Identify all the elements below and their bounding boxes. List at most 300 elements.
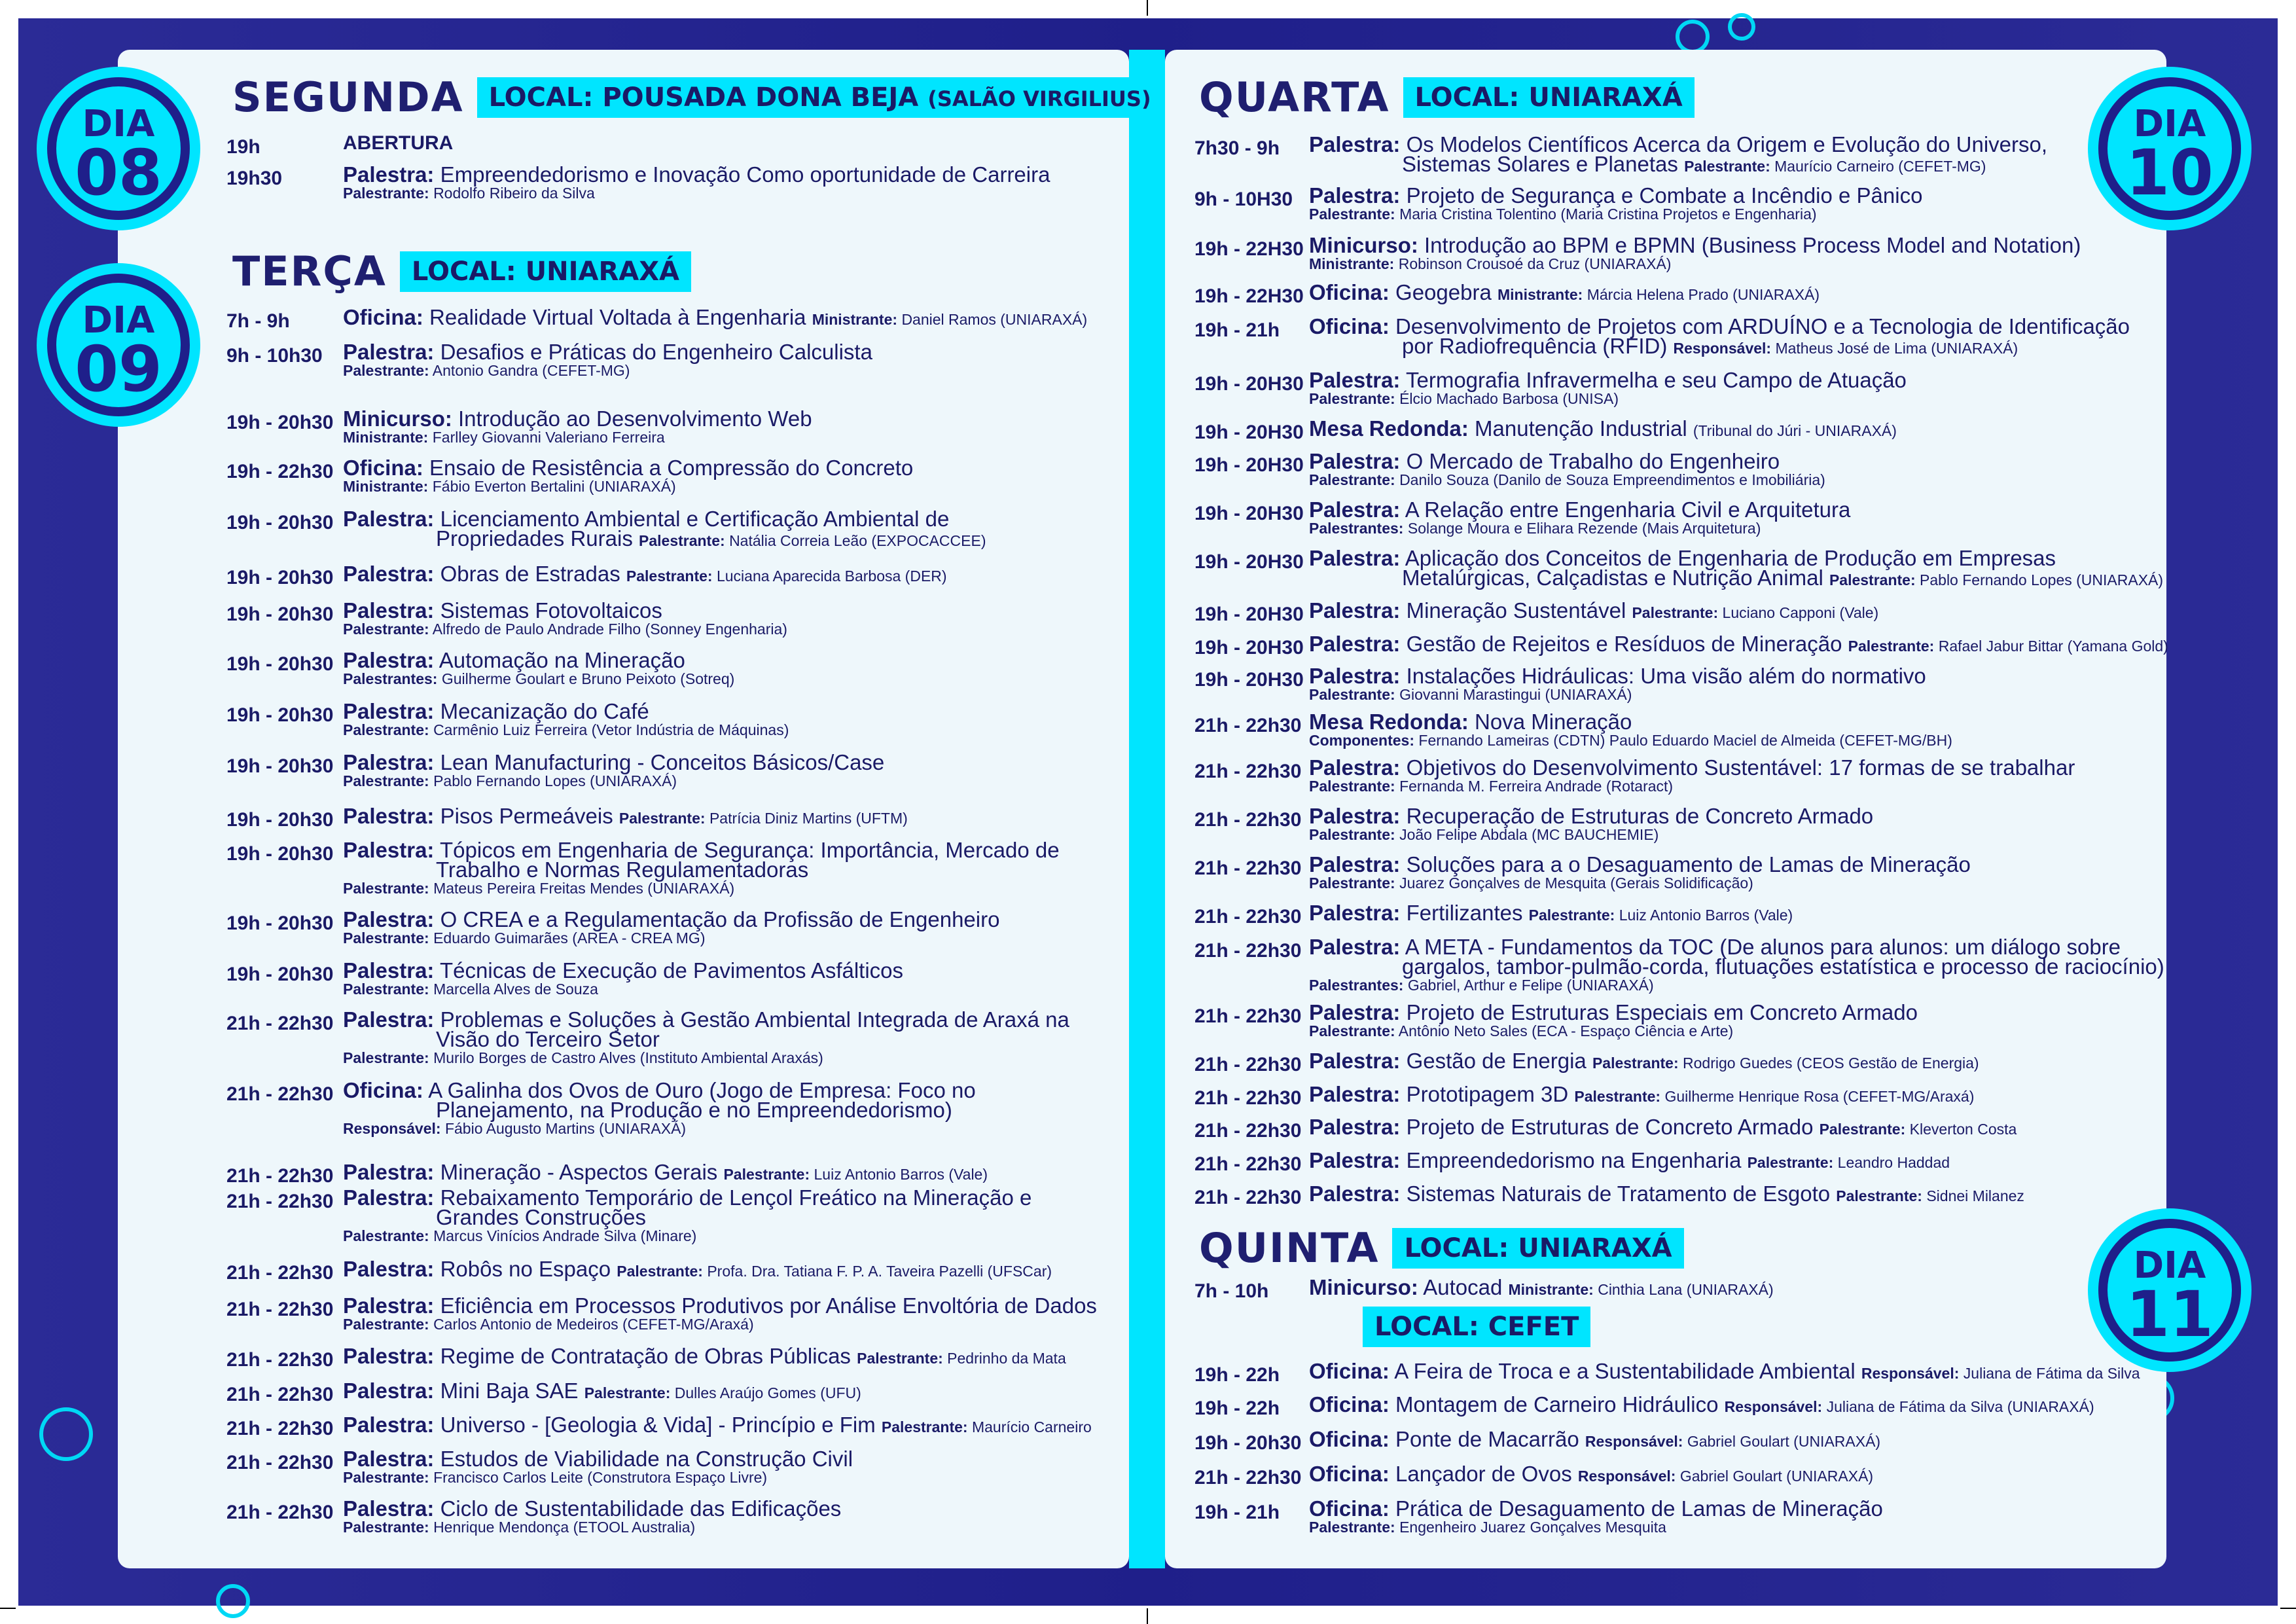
speaker-label: Palestrante: [343,880,429,897]
event-title: Projeto de Segurança e Combate a Incêndio e Pânico [1406,183,1923,208]
event-type: Palestra: [343,1344,435,1368]
speaker-name: Pedrinho da Mata [947,1350,1066,1367]
event-title: Fertilizantes [1406,901,1523,925]
speaker-label: Palestrante: [617,1263,703,1280]
speaker-name: Marcella Alves de Souza [433,981,598,998]
event-time: 19h - 20H30 [1194,637,1304,659]
event-title: O Mercado de Trabalho do Engenheiro [1406,449,1780,473]
speaker-label: Palestrante: [881,1418,968,1435]
day-badge-number: 11 [2126,1278,2214,1351]
quarta-header [1199,73,1695,121]
event-type: Palestra: [1309,1148,1401,1172]
event-title: Prototipagem 3D [1406,1082,1569,1106]
location-badge: LOCAL: UNIARAXÁ [1392,1228,1683,1269]
decor-circuit-ring [1676,20,1710,54]
speaker-name: João Felipe Abdala (MC BAUCHEMIE) [1399,826,1659,843]
event-type: Palestra: [343,507,435,531]
event-type: Oficina: [1309,314,1390,338]
event-type: Palestra: [343,562,435,586]
day-name: TERÇA [232,247,387,295]
event-title-cont: Grandes Construções [436,1205,646,1229]
event-title: Manutenção Industrial [1475,416,1687,441]
speaker-label: Palestrante: [1309,471,1395,488]
event-type: Palestra: [343,1447,435,1471]
speaker-label: Palestrante: [1528,907,1615,924]
event-title: A Feira de Troca e a Sustentabilidade Ambiental [1394,1359,1856,1383]
event-title: Pisos Permeáveis [440,804,613,828]
day-name: QUARTA [1199,73,1390,121]
event-time: 19h - 21h [1194,319,1280,341]
event-title: Aplicação dos Conceitos de Engenharia de Produção em Empresas [1405,546,2056,570]
event-time: 19h - 20h30 [226,912,334,934]
speaker-label: Palestrante: [1309,875,1395,892]
speaker-label: Responsável: [1585,1433,1683,1450]
day-badge-08 [47,77,190,220]
quinta-header-cefet [1363,1307,1590,1347]
event-title: Empreendedorismo na Engenharia [1406,1148,1742,1172]
speaker-name: Mateus Pereira Freitas Mendes (UNIARAXÁ) [433,880,735,897]
decor-circuit-ring [1728,13,1755,41]
event-time: 21h - 22h30 [226,1299,334,1320]
event-time: 19h - 20h30 [226,567,334,588]
speaker-label: Palestrante: [723,1166,810,1183]
event-title: Realidade Virtual Voltada à Engenharia [429,305,806,329]
event-type: Palestra: [1309,935,1401,959]
speaker-label: Ministrante: [343,429,429,446]
event-time: 21h - 22h30 [226,1502,334,1523]
speaker-name: Rodolfo Ribeiro da Silva [433,185,595,202]
terca-header [232,247,691,295]
speaker-name: Marcus Vinícios Andrade Silva (Minare) [433,1227,697,1244]
speaker-label: Palestrante: [343,185,429,202]
quinta-header [1199,1224,1684,1272]
event-time: 21h - 22h30 [1194,761,1302,782]
event-type: Oficina: [1309,1462,1390,1486]
event-time: 21h - 22h30 [226,1349,334,1371]
event-time: 19h - 20h30 [226,512,334,533]
event-time: 19h - 20h30 [226,604,334,625]
event-time: 19h - 20H30 [1194,422,1304,443]
event-time: 19h - 20h30 [226,809,334,831]
location-badge: LOCAL: UNIARAXÁ [1403,77,1695,118]
speaker-name: Luiz Antonio Barros (Vale) [814,1166,988,1183]
event-title: Desenvolvimento de Projetos com ARDUÍNO e a Tecnologia de Identificação [1395,314,2130,338]
speaker-label: Palestrante: [1309,1022,1395,1039]
speaker-label: Palestrante: [343,1519,429,1536]
event-time: 19h - 20h30 [226,843,334,865]
event-type: ABERTURA [343,132,454,154]
speaker-label: Palestrante: [343,929,429,947]
day-badge-09 [47,274,190,416]
day-name: SEGUNDA [232,73,464,121]
event-time: 21h - 22h30 [226,1384,334,1405]
event-type: Palestra: [343,648,435,672]
event-title: Os Modelos Científicos Acerca da Origem e Evolução do Universo, [1406,132,2048,156]
event-title: Obras de Estradas [440,562,620,586]
event-type: Palestra: [1309,368,1401,392]
day-name: QUINTA [1199,1224,1380,1272]
center-spine [1129,50,1165,1568]
speaker-label: Palestrante: [343,1469,429,1486]
event-title: Montagem de Carneiro Hidráulico [1395,1392,1719,1416]
event-title: Nova Mineração [1475,710,1632,734]
event-time: 21h - 22h30 [1194,1005,1302,1027]
event-type: Oficina: [1309,1392,1390,1416]
event-type: Palestra: [1309,449,1401,473]
event-time: 21h - 22h30 [1194,1187,1302,1208]
speaker-label: Ministrante: [343,478,429,495]
event-time: 21h - 22h30 [1194,1153,1302,1175]
speaker-label: Palestrante: [619,810,706,827]
event-time: 19h - 22h [1194,1398,1280,1419]
speaker-name: Fábio Augusto Martins (UNIARAXÁ) [444,1120,687,1137]
speaker-label: Palestrante: [343,1316,429,1333]
event-time: 9h - 10H30 [1194,189,1293,210]
event-time: 21h - 22h30 [226,1418,334,1439]
event-title: Lean Manufacturing - Conceitos Básicos/Case [440,750,885,774]
event-time: 21h - 22h30 [1194,809,1302,831]
event-type: Palestra: [343,1379,435,1403]
location-subtext: (SALÃO VIRGILIUS) [927,86,1151,111]
event-time: 19h - 21h [1194,1502,1280,1523]
speaker-name: Luciana Aparecida Barbosa (DER) [716,568,947,585]
event-title: A Relação entre Engenharia Civil e Arquitetura [1405,497,1851,522]
event-type: Oficina: [1309,1427,1390,1451]
event-title: Ciclo de Sustentabilidade das Edificações [440,1496,842,1521]
event-type: Oficina: [343,305,423,329]
speaker-label: Palestrante: [1684,158,1770,175]
day-badge-label: DIA [2133,103,2206,145]
event-time: 19h - 20H30 [1194,551,1304,573]
event-type: Palestra: [343,598,435,623]
event-time: 21h - 22h30 [226,1262,334,1284]
event-title: Automação na Mineração [439,648,685,672]
speaker-name: Antonio Gandra (CEFET-MG) [432,362,630,379]
event-time: 19h30 [226,168,283,189]
event-title: Autocad [1423,1275,1503,1299]
event-time: 7h30 - 9h [1194,137,1280,159]
speaker-label: Palestrante: [1309,1519,1395,1536]
event-time: 21h - 22h30 [1194,1054,1302,1075]
day-badge-label: DIA [2133,1244,2206,1287]
event-type: Minicurso: [1309,233,1418,257]
speaker-name: Juarez Gonçalves de Mesquita (Gerais Solidificação) [1399,875,1753,892]
speaker-label: Palestrante: [1574,1088,1661,1105]
event-time: 21h - 22h30 [1194,940,1302,962]
event-time: 19h - 22H30 [1194,285,1304,307]
speaker-name: Patrícia Diniz Martins (UFTM) [709,810,908,827]
event-time: 21h - 22h30 [1194,857,1302,879]
event-title: Licenciamento Ambiental e Certificação Ambiental de [440,507,950,531]
event-time: 19h - 20h30 [226,755,334,777]
speaker-label: Ministrante: [812,311,898,328]
event-title: Eficiência em Processos Produtivos por Análise Envoltória de Dados [440,1293,1097,1318]
event-type: Palestra: [1309,1000,1401,1024]
speaker-label: Palestrante: [343,362,429,379]
speaker-name: Solange Moura e Elihara Rezende (Mais Arquitetura) [1407,520,1761,537]
event-title: Geogebra [1395,280,1492,304]
crop-mark [1147,0,1148,16]
speaker-label: Palestrantes: [343,670,438,687]
event-time: 19h - 22h [1194,1364,1280,1386]
event-time: 19h - 22H30 [1194,238,1304,260]
speaker-label: Palestrante: [343,772,429,789]
event-type: Palestra: [1309,852,1401,876]
day-badge-number: 08 [75,136,162,209]
event-title: Universo - [Geologia & Vida] - Princípio e Fim [440,1413,876,1437]
event-type: Palestra: [343,1293,435,1318]
speaker-label: Palestrante: [584,1384,671,1401]
event-type: Minicurso: [1309,1275,1418,1299]
event-type: Palestra: [343,907,435,931]
event-type: Oficina: [343,456,423,480]
event-title: Sistemas Naturais de Tratamento de Esgoto [1406,1182,1831,1206]
speaker-name: Luciano Capponi (Vale) [1722,604,1879,621]
speaker-name: Murilo Borges de Castro Alves (Instituto Ambiental Araxás) [433,1049,823,1066]
speaker-label: Palestrante: [639,532,725,549]
event-time: 21h - 22h30 [1194,906,1302,928]
speaker-label: Palestrante: [857,1350,943,1367]
event-time: 21h - 22h30 [226,1083,334,1105]
speaker-name: Matheus José de Lima (UNIARAXÁ) [1775,340,2018,357]
event-time: 19h - 20H30 [1194,604,1304,625]
event-type: Palestra: [1309,632,1401,656]
day-badge-label: DIA [82,299,155,342]
event-time: 19h - 20h30 [226,653,334,675]
event-type: Palestra: [1309,1049,1401,1073]
speaker-name: Maria Cristina Tolentino (Maria Cristina Projetos e Engenharia) [1399,206,1817,223]
day-badge-label: DIA [82,103,155,145]
event-time: 9h - 10h30 [226,345,323,367]
event-title-cont: Metalúrgicas, Calçadistas e Nutrição Animal [1402,566,1823,590]
day-badge-number: 09 [75,333,162,406]
event-time: 21h - 22h30 [226,1452,334,1473]
event-time: 21h - 22h30 [1194,1467,1302,1489]
speaker-name: Fernando Lameiras (CDTN) Paulo Eduardo Maciel de Almeida (CEFET-MG/BH) [1418,732,1952,749]
speaker-name: Márcia Helena Prado (UNIARAXÁ) [1587,286,1820,303]
event-time: 21h - 22h30 [1194,1120,1302,1142]
speaker-name: Danilo Souza (Danilo de Souza Empreendimentos e Imobiliária) [1399,471,1825,488]
decor-circuit-ring [39,1407,93,1461]
speaker-name: Juliana de Fátima da Silva (UNIARAXÁ) [1826,1398,2094,1415]
speaker-name: Gabriel, Arthur e Felipe (UNIARAXÁ) [1407,977,1654,994]
event-time: 19h - 20h30 [1194,1432,1302,1454]
speaker-label: Palestrante: [343,621,429,638]
speaker-name: Henrique Mendonça (ETOOL Australia) [433,1519,696,1536]
speaker-name: Fernanda M. Ferreira Andrade (Rotaract) [1399,778,1674,795]
speaker-name: Dulles Araújo Gomes (UFU) [674,1384,861,1401]
crop-mark [1147,1608,1148,1624]
speaker-label: Palestrante: [343,721,429,738]
event-title: Empreendedorismo e Inovação Como oportunidade de Carreira [440,162,1050,187]
event-type: Palestra: [1309,183,1401,208]
event-time: 19h - 20h30 [226,412,334,433]
speaker-name: Farlley Giovanni Valeriano Ferreira [432,429,665,446]
event-title: Problemas e Soluções à Gestão Ambiental Integrada de Araxá na [440,1007,1069,1032]
event-time: 19h - 20H30 [1194,373,1304,395]
event-title: Técnicas de Execução de Pavimentos Asfálticos [440,958,904,983]
speaker-name: Fábio Everton Bertalini (UNIARAXÁ) [432,478,676,495]
speaker-name: Rodrigo Guedes (CEOS Gestão de Energia) [1683,1055,1979,1072]
event-type: Palestra: [343,1160,435,1184]
day-badge-11 [2098,1219,2241,1362]
event-title-cont: por Radiofrequência (RFID) [1402,334,1668,358]
location-badge [477,77,1163,118]
speaker-label: Palestrante: [1829,571,1916,588]
speaker-label: Palestrante: [1309,390,1395,407]
speaker-name: Engenheiro Juarez Gonçalves Mesquita [1399,1519,1666,1536]
speaker-name: Daniel Ramos (UNIARAXÁ) [901,311,1088,328]
speaker-label: Palestrante: [343,1227,429,1244]
speaker-label: Palestrante: [626,568,713,585]
event-time: 21h - 22h30 [226,1013,334,1034]
segunda-header [232,73,1163,121]
speaker-label: Componentes: [1309,732,1414,749]
event-type: Palestra: [1309,755,1401,780]
event-type: Palestra: [343,1413,435,1437]
event-time: 21h - 22h30 [1194,1087,1302,1109]
event-title: Ensaio de Resistência a Compressão do Concreto [429,456,914,480]
event-type: Palestra: [343,1185,435,1210]
speaker-name: (Tribunal do Júri - UNIARAXÁ) [1693,422,1897,439]
event-type: Palestra: [343,162,435,187]
speaker-name: Leandro Haddad [1837,1154,1950,1171]
event-title: A Galinha dos Ovos de Ouro (Jogo de Empresa: Foco no [428,1078,976,1102]
speaker-name: Guilherme Goulart e Bruno Peixoto (Sotreq) [441,670,735,687]
event-type: Oficina: [1309,280,1390,304]
event-time: 19h - 20H30 [1194,503,1304,524]
event-type: Palestra: [343,1496,435,1521]
speaker-label: Palestrante: [343,981,429,998]
event-type: Oficina: [343,1078,423,1102]
event-time: 21h - 22h30 [226,1165,334,1187]
speaker-label: Palestrante: [1592,1055,1679,1072]
event-title: Projeto de Estruturas Especiais em Concreto Armado [1406,1000,1918,1024]
speaker-label: Palestrante: [1309,826,1395,843]
event-time: 21h - 22h30 [226,1191,334,1212]
event-title: Tópicos em Engenharia de Segurança: Importância, Mercado de [440,838,1060,862]
event-title-cont: Visão do Terceiro Setor [436,1027,660,1051]
speaker-label: Responsável: [343,1120,441,1137]
speaker-label: Palestrante: [1309,206,1395,223]
event-title-cont: gargalos, tambor-pulmão-corda, flutuações estatística e processo de raciocínio) [1402,954,2164,979]
event-title: Soluções para a o Desaguamento de Lamas de Mineração [1406,852,1971,876]
speaker-label: Palestrante: [1819,1121,1906,1138]
event-title: A META - Fundamentos da TOC (De alunos para alunos: um diálogo sobre [1405,935,2121,959]
event-title: Lançador de Ovos [1395,1462,1572,1486]
speaker-label: Palestrantes: [1309,520,1404,537]
event-title: Instalações Hidráulicas: Uma visão além do normativo [1406,664,1926,688]
speaker-name: Francisco Carlos Leite (Construtora Espaço Livre) [433,1469,768,1486]
event-time: 19h - 22h30 [226,461,334,482]
location-badge: LOCAL: CEFET [1363,1307,1590,1347]
crop-mark [0,1608,16,1609]
location-text: LOCAL: POUSADA DONA BEJA [488,82,919,113]
speaker-name: Élcio Machado Barbosa (UNISA) [1399,390,1619,407]
speaker-label: Palestrantes: [1309,977,1404,994]
speaker-label: Responsável: [1724,1398,1823,1415]
event-title: Rebaixamento Temporário de Lençol Freático na Mineração e [440,1185,1032,1210]
speaker-label: Palestrante: [1747,1154,1834,1171]
event-type: Palestra: [1309,497,1401,522]
speaker-name: Robinson Crousoé da Cruz (UNIARAXÁ) [1398,255,1672,272]
speaker-name: Kleverton Costa [1909,1121,2017,1138]
event-title: Sistemas Fotovoltaicos [440,598,662,623]
event-type: Mesa Redonda: [1309,710,1469,734]
speaker-name: Gabriel Goulart (UNIARAXÁ) [1679,1468,1874,1485]
event-title: Introdução ao BPM e BPMN (Business Process Model and Notation) [1424,233,2081,257]
speaker-name: Carlos Antonio de Medeiros (CEFET-MG/Araxá) [433,1316,754,1333]
event-type: Minicurso: [343,406,452,431]
event-title: Introdução ao Desenvolvimento Web [458,406,812,431]
event-type: Palestra: [343,958,435,983]
speaker-name: Rafael Jabur Bittar (Yamana Gold) [1938,638,2168,655]
event-title: Prática de Desaguamento de Lamas de Mineração [1395,1496,1883,1521]
day-badge-10 [2098,77,2241,220]
crop-mark [2280,1608,2296,1609]
speaker-name: Maurício Carneiro (CEFET-MG) [1774,158,1986,175]
event-type: Palestra: [1309,1082,1401,1106]
speaker-name: Natália Correia Leão (EXPOCACCEE) [729,532,986,549]
speaker-name: Maurício Carneiro [971,1418,1092,1435]
event-title: Projeto de Estruturas de Concreto Armado [1406,1115,1814,1139]
speaker-label: Palestrante: [343,1049,429,1066]
event-type: Mesa Redonda: [1309,416,1469,441]
speaker-name: Profa. Dra. Tatiana F. P. A. Taveira Pazelli (UFSCar) [707,1263,1052,1280]
speaker-label: Palestrante: [1848,638,1935,655]
event-time: 19h [226,136,260,158]
event-title: Estudos de Viabilidade na Construção Civil [440,1447,853,1471]
speaker-label: Ministrante: [1497,286,1583,303]
event-type: Oficina: [1309,1359,1390,1383]
speaker-name: Antônio Neto Sales (ECA - Espaço Ciência e Arte) [1398,1022,1734,1039]
event-type: Palestra: [343,1257,435,1281]
event-title-cont: Planejamento, na Produção e no Empreendedorismo) [436,1098,952,1122]
speaker-name: Pablo Fernando Lopes (UNIARAXÁ) [433,772,677,789]
event-type: Palestra: [343,804,435,828]
event-type: Palestra: [1309,804,1401,828]
event-type: Palestra: [1309,901,1401,925]
speaker-label: Ministrante: [1508,1281,1594,1298]
speaker-name: Cinthia Lana (UNIARAXÁ) [1598,1281,1774,1298]
event-type: Palestra: [1309,1115,1401,1139]
speaker-name: Eduardo Guimarães (AREA - CREA MG) [433,929,706,947]
speaker-name: Pablo Fernando Lopes (UNIARAXÁ) [1920,571,2164,588]
event-title: Objetivos do Desenvolvimento Sustentável: 17 formas de se trabalhar [1406,755,2075,780]
speaker-label: Palestrante: [1836,1187,1922,1204]
speaker-label: Palestrante: [1309,686,1395,703]
event-time: 19h - 20h30 [226,964,334,985]
speaker-label: Ministrante: [1309,255,1395,272]
event-type: Palestra: [343,750,435,774]
event-title: Termografia Infravermelha e seu Campo de Atuação [1406,368,1907,392]
event-type: Palestra: [1309,546,1401,570]
event-title-cont: Trabalho e Normas Regulamentadoras [436,857,809,882]
event-title: O CREA e a Regulamentação da Profissão de Engenheiro [440,907,1000,931]
decor-circuit-ring [216,1584,250,1618]
speaker-name: Sidnei Milanez [1926,1187,2024,1204]
event-title: Ponte de Macarrão [1395,1427,1579,1451]
event-title-cont: Sistemas Solares e Planetas [1402,152,1678,176]
event-title: Gestão de Energia [1406,1049,1587,1073]
speaker-name: Juliana de Fátima da Silva [1963,1365,2140,1382]
event-type: Palestra: [343,340,435,364]
speaker-name: Carmênio Luiz Ferreira (Vetor Indústria de Máquinas) [433,721,789,738]
speaker-label: Responsável: [1673,340,1772,357]
speaker-label: Palestrante: [1309,778,1395,795]
event-title: Mecanização do Café [440,699,649,723]
speaker-name: Giovanni Marastingui (UNIARAXÁ) [1399,686,1632,703]
